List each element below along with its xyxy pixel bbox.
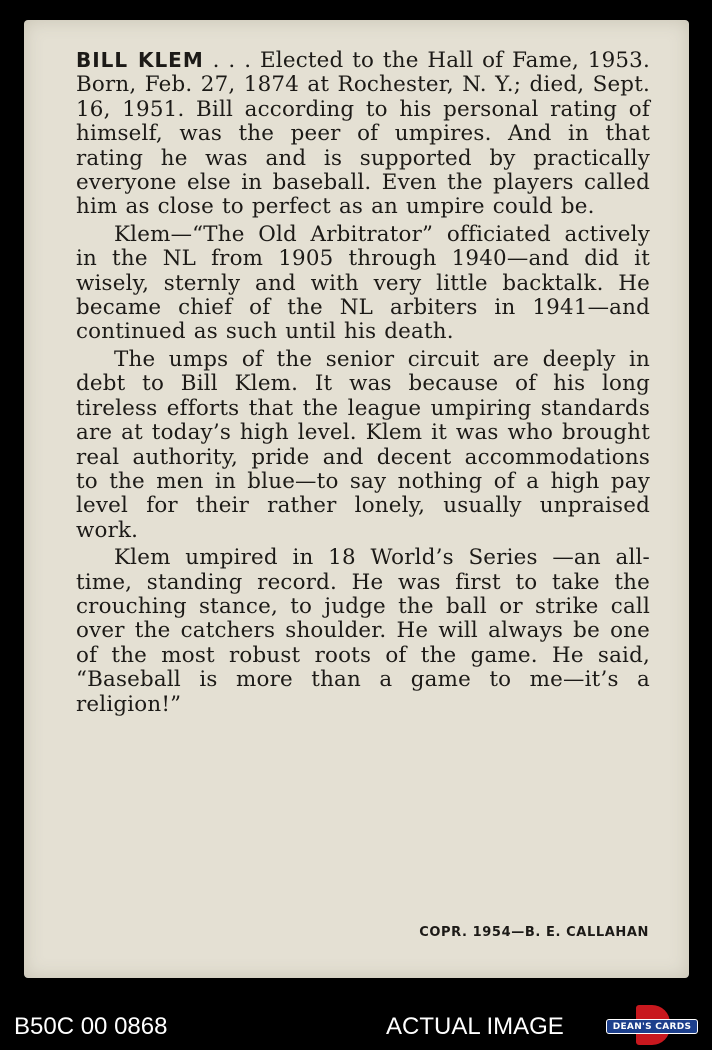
bio-intro-text: . . . Elected to the Hall of Fame, 1953. Born, Feb. 27, 1874 at Rochester, N. Y.; died, Sept. 16, 1951. Bill according to his personal rating of himself, was the peer of umpires. And in that rating he was and is supported by practically everyone else in baseball. Even the players called him as close to perfect as an umpire could be. bbox=[76, 48, 650, 220]
card-back bbox=[24, 20, 689, 978]
bio-paragraph: Klem—“The Old Arbitrator” officiated actively in the NL from 1905 through 1940—and did it wisely, sternly and with very little backtalk. He became chief of the NL arbiters in 1941—and continued as such until his death. bbox=[76, 221, 650, 345]
card-id-label: B50C 00 0868 bbox=[14, 1013, 168, 1040]
actual-image-label: ACTUAL IMAGE bbox=[386, 1013, 564, 1040]
bio-paragraph: The umps of the senior circuit are deeply in debt to Bill Klem. It was because of his long tireless efforts that the league umpiring standards are at today’s high level. Klem it was who brought real authority, pride and decent accommodations to the men in blue—to say nothing of a high pay level for their rather lonely, usually unpraised work. bbox=[76, 346, 650, 543]
deans-cards-logo bbox=[606, 1005, 698, 1045]
bio-paragraph-intro bbox=[76, 48, 650, 220]
player-name: BILL KLEM bbox=[76, 48, 204, 72]
logo-banner: DEAN'S CARDS bbox=[606, 1019, 698, 1034]
copyright-line: COPR. 1954—B. E. CALLAHAN bbox=[419, 925, 649, 940]
bio-paragraph: Klem umpired in 18 World’s Series —an all-time, standing record. He was first to take the crouching stance, to judge the ball or strike call over the catchers shoulder. He will always be one of the most robust roots of the game. He said, “Baseball is more than a game to me—it’s a religion!” bbox=[76, 545, 650, 717]
footer-bar bbox=[0, 1005, 712, 1050]
card-biography bbox=[76, 48, 650, 717]
